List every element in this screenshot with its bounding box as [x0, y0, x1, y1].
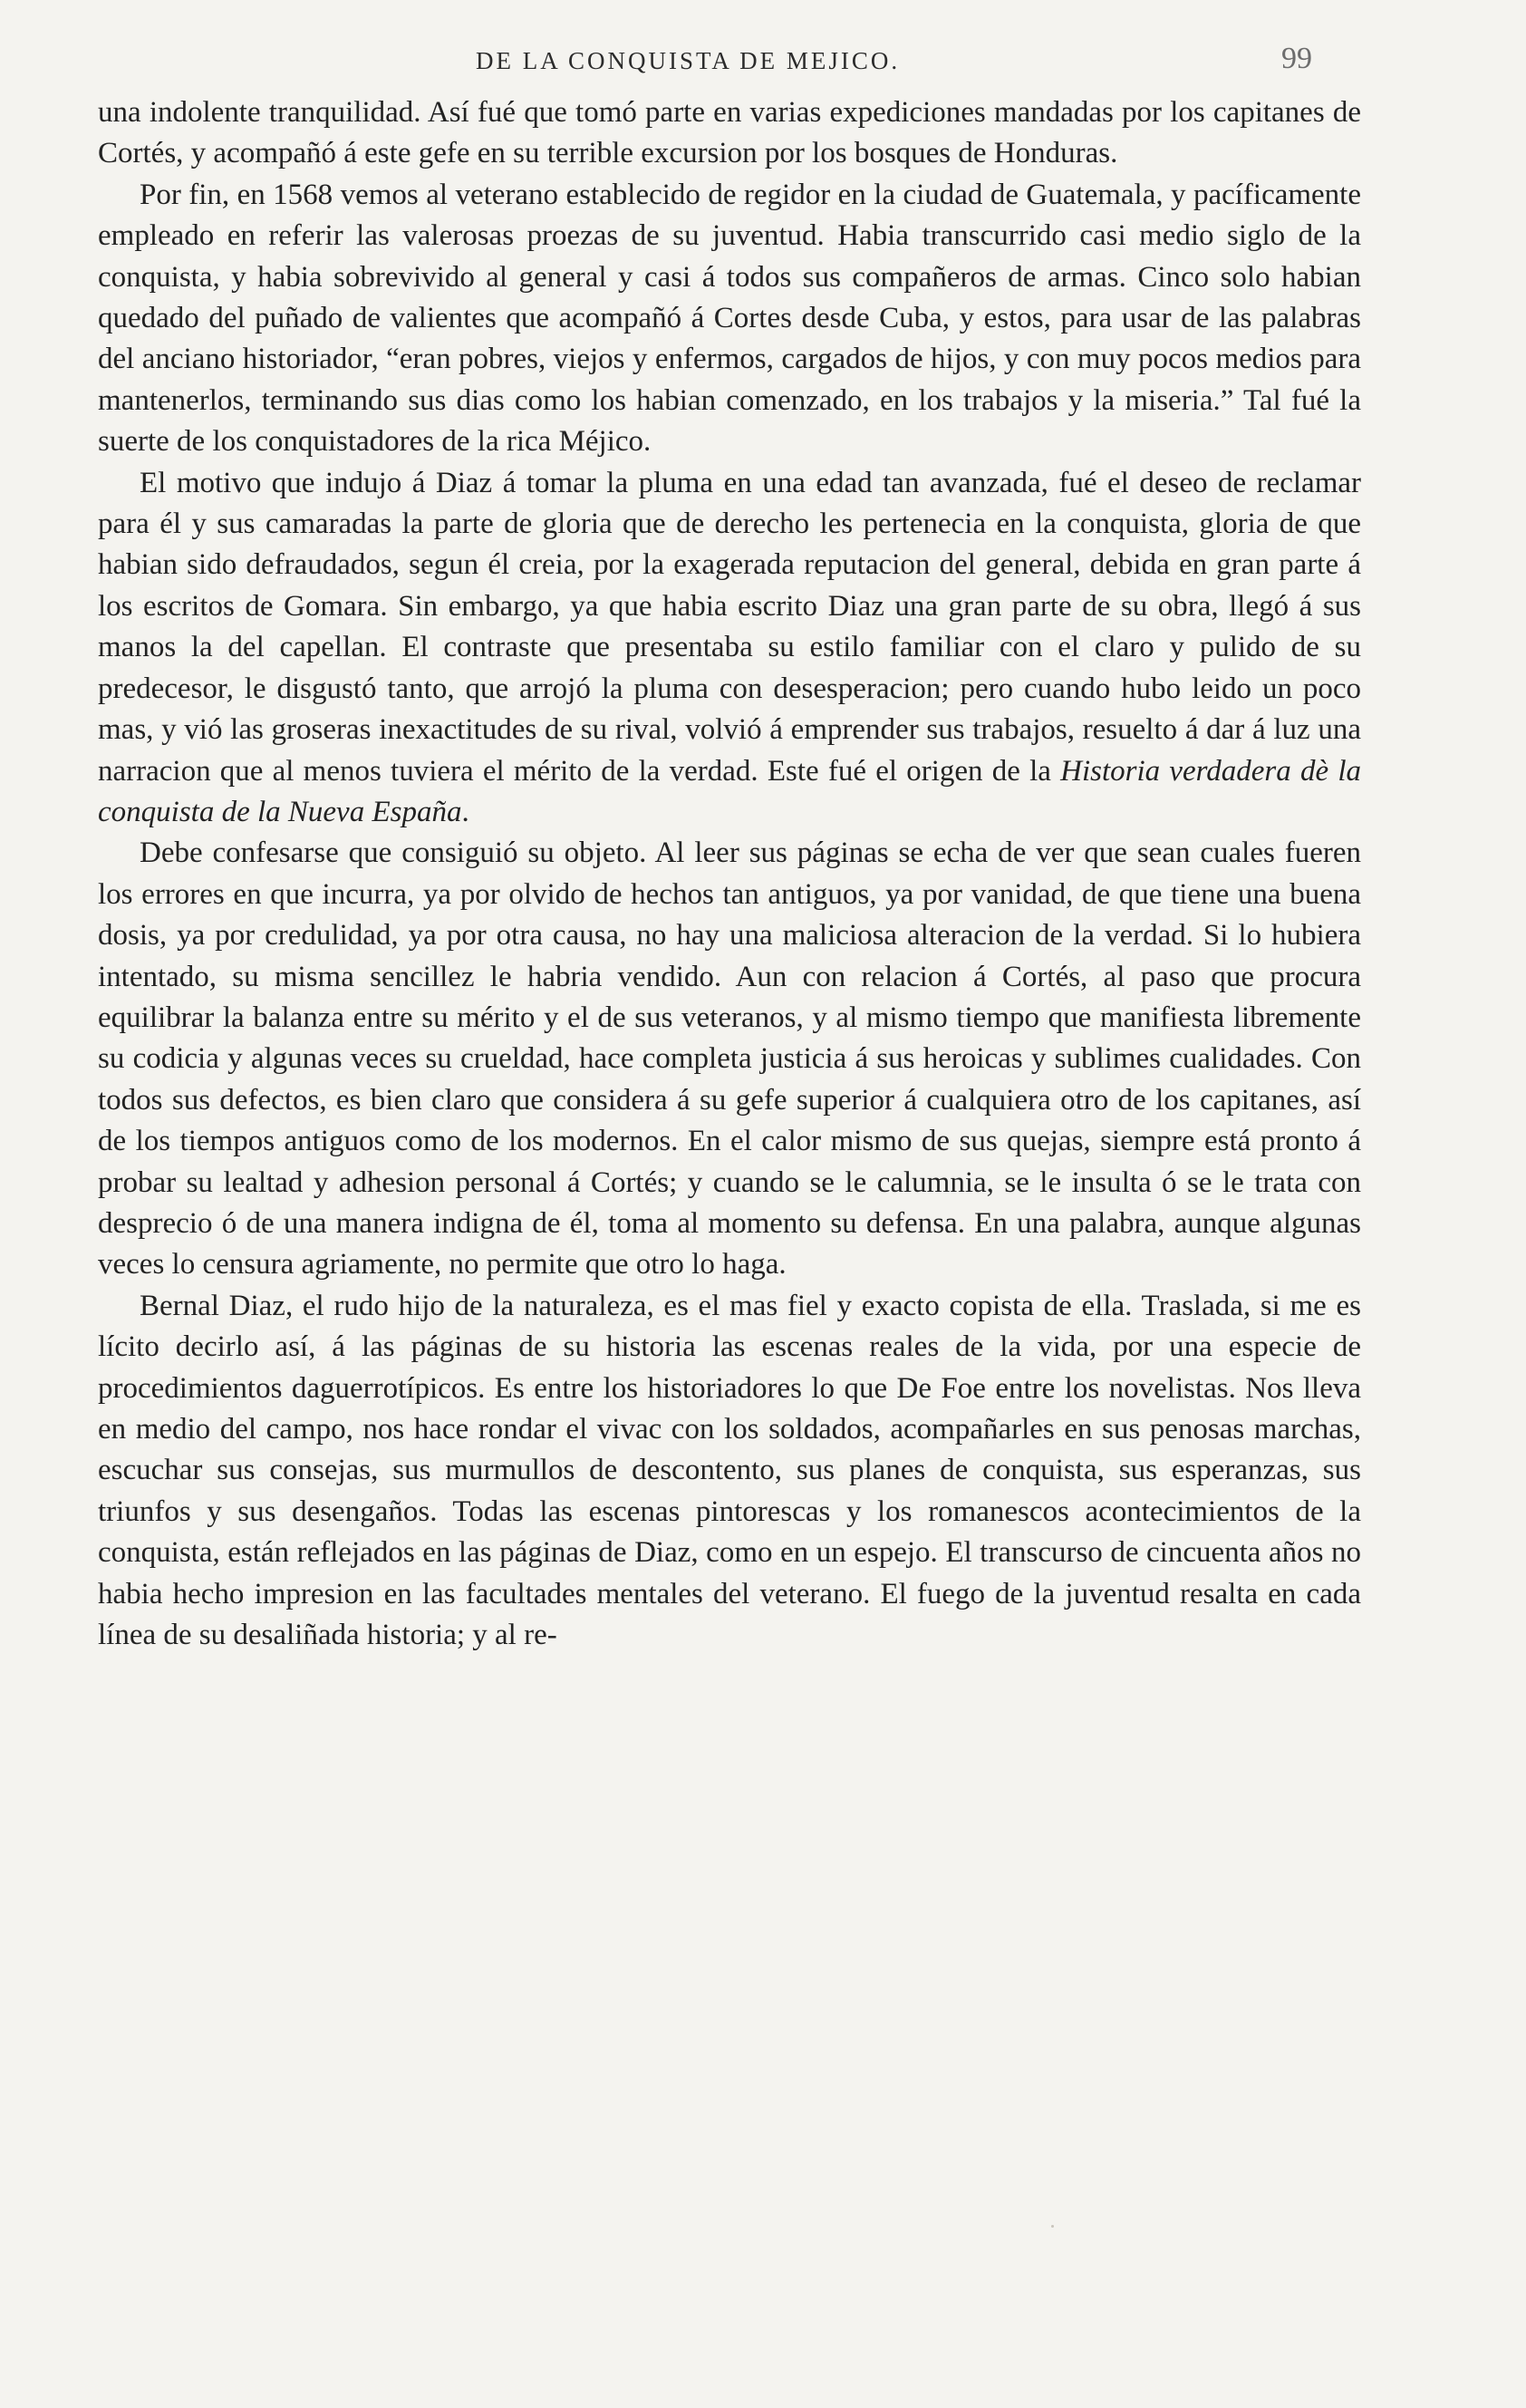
paragraph-1: una indolente tranquilidad. Así fué que tomó parte en varias expediciones mandadas por los capitanes de Cortés, y acompañó á este gefe en su terrible excursion por los bosques de Honduras.	[98, 96, 1361, 170]
page-number: 99	[1281, 42, 1312, 75]
page-header	[98, 42, 1367, 83]
paragraph-3-end: .	[461, 795, 469, 828]
body-text	[98, 92, 1361, 1656]
paragraph-4: Debe confesarse que consiguió su objeto. Al leer sus páginas se echa de ver que sean cuales fueren los errores en que incurra, ya por olvido de hechos tan antiguos, ya por vanidad, de que tiene una buena dosis, ya por credulidad, ya por otra causa, no hay una maliciosa alteracion de la verdad. Si lo hubiera intentado, su misma sencillez le habria vendido. Aun con relacion á Cortés, al paso que procura equilibrar la balanza entre su mérito y el de sus veteranos, y al mismo tiempo que manifiesta libremente su codicia y algunas veces su crueldad, hace completa justicia á sus heroicas y sublimes cualidades. Con todos sus defectos, es bien claro que considera á su gefe superior á cualquiera otro de los capitanes, así de los tiempos antiguos como de los modernos. En el calor mismo de sus quejas, siempre está pronto á probar su lealtad y adhesion personal á Cortés; y cuando se le calumnia, se le insulta ó se le trata con desprecio ó de una manera indigna de él, toma al momento su defensa. En una palabra, aunque algunas veces lo censura agriamente, no permite que otro lo haga.	[98, 837, 1361, 1281]
paragraph-2: Por fin, en 1568 vemos al veterano establecido de regidor en la ciudad de Guatemala, y pacíficamente empleado en referir las valerosas proezas de su juventud. Habia transcurrido casi medio siglo de la conquista, y habia sobrevivido al general y casi á todos sus compañeros de armas. Cinco solo habian quedado del puñado de valientes que acompañó á Cortes desde Cuba, y estos, para usar de las palabras del anciano historiador, “eran pobres, viejos y enfermos, cargados de hijos, y con muy pocos medios para mantenerlos, terminando sus dias como los habian comenzado, en los trabajos y la miseria.” Tal fué la suerte de los conquistadores de la rica Méjico.	[98, 178, 1361, 459]
running-title: DE LA CONQUISTA DE MEJICO.	[476, 47, 901, 74]
paragraph-3-text: El motivo que indujo á Diaz á tomar la pluma en una edad tan avanzada, fué el deseo de reclamar para él y sus camaradas la parte de gloria que de derecho les pertenecia en la conquista, gloria de que habian sido defraudados, segun él creia, por la exagerada reputacion del general, debida en gran parte á los escritos de Gomara. Sin embargo, ya que habia escrito Diaz una gran parte de su obra, llegó á sus manos la del capellan. El contraste que presentaba su estilo familiar con el claro y pulido de su predecesor, le disgustó tanto, que arrojó la pluma con desesperacion; pero cuando hubo leido un poco mas, y vió las groseras inexactitudes de su rival, volvió á emprender sus trabajos, resuelto á dar á luz una narracion que al menos tuviera el mérito de la verdad. Este fué el origen de la	[98, 466, 1361, 788]
book-title-italic: Historia verdadera dè la conquista de la Nueva España	[98, 754, 1361, 828]
paper-speck	[1051, 2225, 1054, 2228]
paragraph-5: Bernal Diaz, el rudo hijo de la naturaleza, es el mas fiel y exacto copista de ella. Traslada, si me es lícito decirlo así, á las páginas de su historia las escenas reales de la vida, por una especie de procedimientos daguerrotípicos. Es entre los historiadores lo que De Foe entre los novelistas. Nos lleva en medio del campo, nos hace rondar el vivac con los soldados, acompañarles en sus penosas marchas, escuchar sus consejas, sus murmullos de descontento, sus planes de conquista, sus esperanzas, sus triunfos y sus desengaños. Todas las escenas pintorescas y los romanescos acontecimientos de la conquista, están reflejados en las páginas de Diaz, como en un espejo. El transcurso de cincuenta años no habia hecho impresion en las facultades mentales del veterano. El fuego de la juventud resalta en cada línea de su desaliñada historia; y al re-	[98, 1289, 1361, 1652]
paragraph-3	[98, 463, 1361, 834]
